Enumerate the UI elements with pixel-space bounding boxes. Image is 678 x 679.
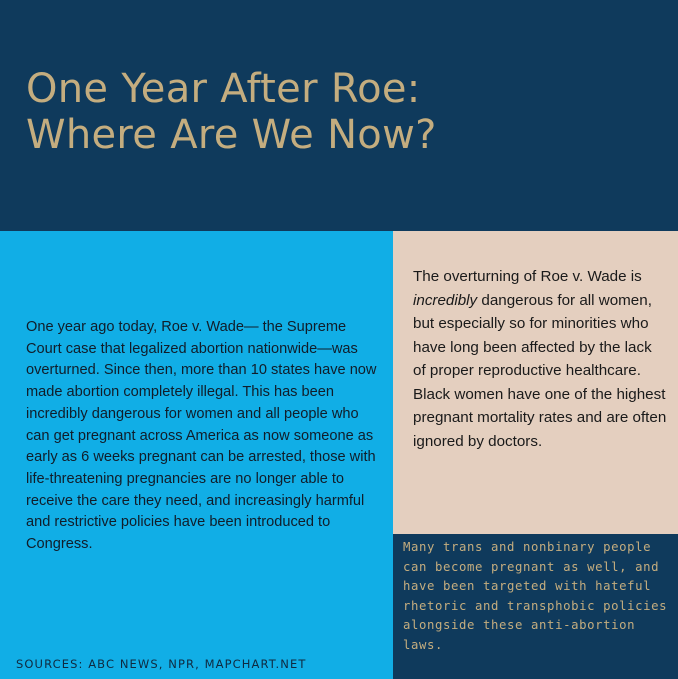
right-bottom-body-text: Many trans and nonbinary people can become pregnant as well, and have been targeted with hateful rhetoric and transphobic policies alongside these anti-abortion laws. (403, 540, 668, 652)
page-title (26, 66, 646, 158)
right-top-body-text (413, 265, 675, 453)
left-body-text: One year ago today, Roe v. Wade— the Supreme Court case that legalized abortion nationwide—was overturned. Since then, more than 10 states have now made abortion completely illegal. This has been incredibly dangerous for women and all people who can get pregnant across America as now someone as early as 6 weeks pregnant can be arrested, those with life-threatening pregnancies are no longer able to receive the care they need, and increasingly harmful and restrictive policies have been introduced to Congress. (26, 319, 377, 553)
right-bottom-panel (393, 534, 678, 679)
title-line-2: Where Are We Now? (26, 112, 437, 158)
right-top-panel (393, 231, 678, 534)
header-banner (0, 0, 678, 231)
title-line-1: One Year After Roe: (26, 66, 421, 112)
sources-line: SOURCES: ABC NEWS, NPR, MAPCHART.NET (16, 657, 307, 671)
right-top-text-start: The overturning of Roe v. Wade is (413, 268, 642, 285)
left-info-panel (0, 231, 393, 679)
emphasis-word: incredibly (413, 291, 478, 309)
right-top-text-end: dangerous for all women, but especially so for minorities who have long been affected by the lack of proper reproductive healthcare. Black women have one of the highest pregnant mortality rates and are often ignored by doctors. (413, 291, 675, 450)
